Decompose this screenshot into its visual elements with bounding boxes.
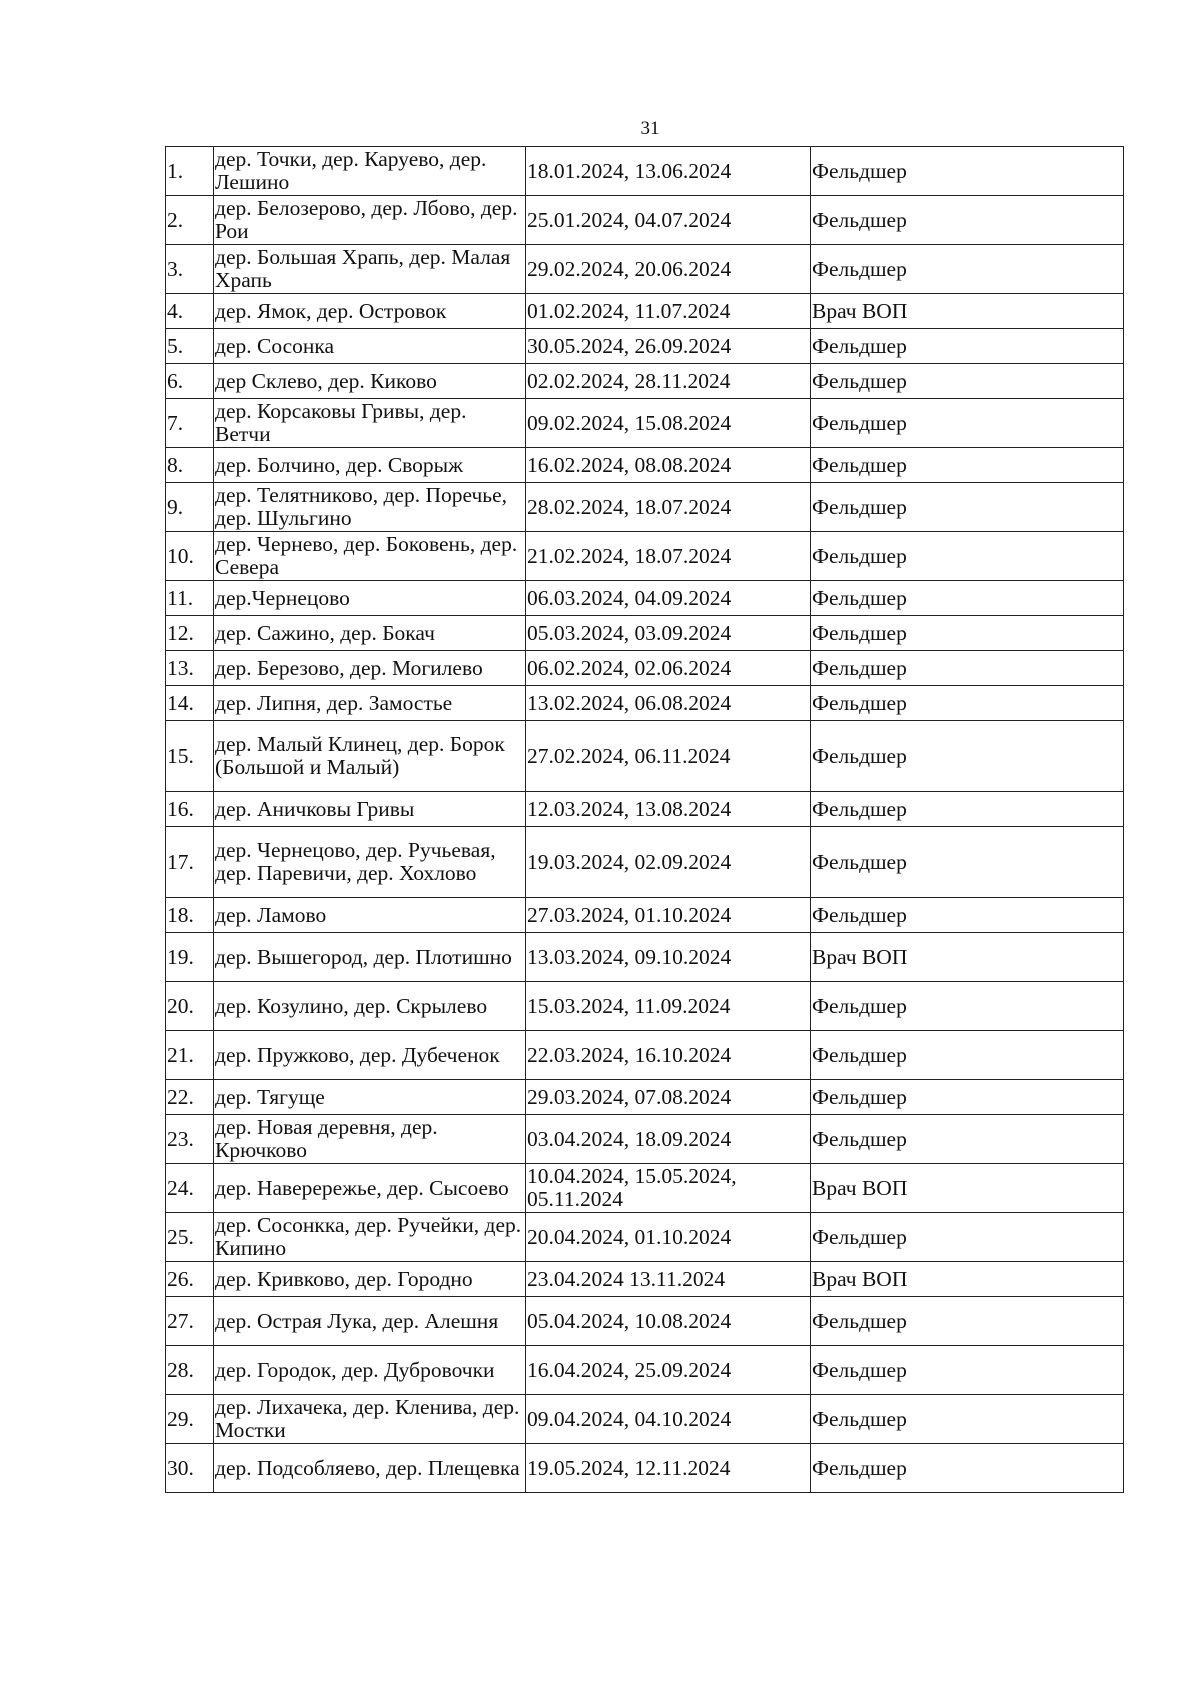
specialist-cell: Фельдшер [811,1297,1124,1346]
table-row [166,792,1124,827]
table-row [166,933,1124,982]
specialist-cell: Фельдшер [811,483,1124,532]
table-row [166,898,1124,933]
specialist-cell: Фельдшер [811,147,1124,196]
table-row [166,721,1124,792]
table-row [166,1297,1124,1346]
settlements-cell: дер.Чернецово [214,581,526,616]
row-number-cell: 25. [166,1213,214,1262]
settlements-cell: дер. Новая деревня, дер. Крючково [214,1115,526,1164]
visit-dates-cell: 05.04.2024, 10.08.2024 [526,1297,811,1346]
visit-dates-cell: 15.03.2024, 11.09.2024 [526,982,811,1031]
row-number-cell: 27. [166,1297,214,1346]
row-number-cell: 16. [166,792,214,827]
table-row [166,1444,1124,1493]
table-row [166,294,1124,329]
settlements-cell: дер. Аничковы Гривы [214,792,526,827]
specialist-cell: Фельдшер [811,982,1124,1031]
settlements-cell: дер. Липня, дер. Замостье [214,686,526,721]
row-number-cell: 18. [166,898,214,933]
table-row [166,532,1124,581]
settlements-cell: дер. Сосонкка, дер. Ручейки, дер. Кипино [214,1213,526,1262]
row-number-cell: 20. [166,982,214,1031]
table-row [166,1395,1124,1444]
specialist-cell: Фельдшер [811,448,1124,483]
specialist-cell: Фельдшер [811,616,1124,651]
settlements-cell: дер. Козулино, дер. Скрылево [214,982,526,1031]
visit-dates-cell: 22.03.2024, 16.10.2024 [526,1031,811,1080]
table-row [166,1080,1124,1115]
settlements-cell: дер. Чернецово, дер. Ручьевая, дер. Паревичи, дер. Хохлово [214,827,526,898]
visit-dates-cell: 12.03.2024, 13.08.2024 [526,792,811,827]
specialist-cell: Фельдшер [811,245,1124,294]
row-number-cell: 1. [166,147,214,196]
specialist-cell: Фельдшер [811,721,1124,792]
row-number-cell: 30. [166,1444,214,1493]
visit-dates-cell: 02.02.2024, 28.11.2024 [526,364,811,399]
row-number-cell: 8. [166,448,214,483]
row-number-cell: 11. [166,581,214,616]
schedule-table-body [166,147,1124,1493]
table-row [166,329,1124,364]
visit-dates-cell: 19.03.2024, 02.09.2024 [526,827,811,898]
row-number-cell: 24. [166,1164,214,1213]
settlements-cell: дер. Ямок, дер. Островок [214,294,526,329]
specialist-cell: Фельдшер [811,1213,1124,1262]
table-row [166,245,1124,294]
table-row [166,364,1124,399]
table-row [166,1164,1124,1213]
settlements-cell: дер. Корсаковы Гривы, дер. Ветчи [214,399,526,448]
settlements-cell: дер. Телятниково, дер. Поречье, дер. Шульгино [214,483,526,532]
row-number-cell: 9. [166,483,214,532]
visit-dates-cell: 21.02.2024, 18.07.2024 [526,532,811,581]
row-number-cell: 13. [166,651,214,686]
visit-schedule-table [165,146,1124,1493]
visit-dates-cell: 06.02.2024, 02.06.2024 [526,651,811,686]
settlements-cell: дер. Чернево, дер. Боковень, дер. Севера [214,532,526,581]
settlements-cell: дер. Лихачека, дер. Кленива, дер. Мостки [214,1395,526,1444]
row-number-cell: 17. [166,827,214,898]
visit-dates-cell: 19.05.2024, 12.11.2024 [526,1444,811,1493]
settlements-cell: дер. Тягуще [214,1080,526,1115]
specialist-cell: Фельдшер [811,399,1124,448]
table-row [166,1213,1124,1262]
specialist-cell: Фельдшер [811,581,1124,616]
settlements-cell: дер. Подсобляево, дер. Плещевка [214,1444,526,1493]
visit-dates-cell: 20.04.2024, 01.10.2024 [526,1213,811,1262]
specialist-cell: Фельдшер [811,898,1124,933]
settlements-cell: дер. Большая Храпь, дер. Малая Храпь [214,245,526,294]
settlements-cell: дер. Белозерово, дер. Лбово, дер. Рои [214,196,526,245]
row-number-cell: 6. [166,364,214,399]
visit-dates-cell: 06.03.2024, 04.09.2024 [526,581,811,616]
specialist-cell: Фельдшер [811,686,1124,721]
visit-dates-cell: 23.04.2024 13.11.2024 [526,1262,811,1297]
table-row [166,147,1124,196]
settlements-cell: дер. Городок, дер. Дубровочки [214,1346,526,1395]
specialist-cell: Врач ВОП [811,294,1124,329]
visit-dates-cell: 09.02.2024, 15.08.2024 [526,399,811,448]
row-number-cell: 23. [166,1115,214,1164]
page-number: 31 [640,118,660,139]
table-row [166,651,1124,686]
table-row [166,1262,1124,1297]
settlements-cell: дер. Вышегород, дер. Плотишно [214,933,526,982]
visit-dates-cell: 25.01.2024, 04.07.2024 [526,196,811,245]
table-row [166,1031,1124,1080]
row-number-cell: 7. [166,399,214,448]
row-number-cell: 22. [166,1080,214,1115]
visit-dates-cell: 10.04.2024, 15.05.2024, 05.11.2024 [526,1164,811,1213]
specialist-cell: Врач ВОП [811,1262,1124,1297]
table-row [166,1346,1124,1395]
visit-dates-cell: 05.03.2024, 03.09.2024 [526,616,811,651]
settlements-cell: дер. Ламово [214,898,526,933]
specialist-cell: Фельдшер [811,364,1124,399]
specialist-cell: Фельдшер [811,1346,1124,1395]
row-number-cell: 4. [166,294,214,329]
row-number-cell: 19. [166,933,214,982]
table-row [166,827,1124,898]
settlements-cell: дер. Наверережье, дер. Сысоево [214,1164,526,1213]
table-row [166,616,1124,651]
specialist-cell: Фельдшер [811,329,1124,364]
row-number-cell: 21. [166,1031,214,1080]
settlements-cell: дер. Малый Клинец, дер. Борок (Большой и Малый) [214,721,526,792]
table-row [166,1115,1124,1164]
specialist-cell: Фельдшер [811,532,1124,581]
row-number-cell: 29. [166,1395,214,1444]
row-number-cell: 10. [166,532,214,581]
settlements-cell: дер. Болчино, дер. Сворыж [214,448,526,483]
specialist-cell: Фельдшер [811,1395,1124,1444]
settlements-cell: дер. Острая Лука, дер. Алешня [214,1297,526,1346]
row-number-cell: 28. [166,1346,214,1395]
visit-dates-cell: 13.02.2024, 06.08.2024 [526,686,811,721]
settlements-cell: дер. Березово, дер. Могилево [214,651,526,686]
specialist-cell: Врач ВОП [811,1164,1124,1213]
visit-dates-cell: 27.02.2024, 06.11.2024 [526,721,811,792]
visit-dates-cell: 13.03.2024, 09.10.2024 [526,933,811,982]
table-row [166,686,1124,721]
visit-dates-cell: 09.04.2024, 04.10.2024 [526,1395,811,1444]
visit-dates-cell: 28.02.2024, 18.07.2024 [526,483,811,532]
row-number-cell: 12. [166,616,214,651]
row-number-cell: 15. [166,721,214,792]
specialist-cell: Фельдшер [811,1080,1124,1115]
table-row [166,448,1124,483]
table-row [166,581,1124,616]
specialist-cell: Фельдшер [811,1444,1124,1493]
settlements-cell: дер. Пружково, дер. Дубеченок [214,1031,526,1080]
row-number-cell: 14. [166,686,214,721]
row-number-cell: 5. [166,329,214,364]
visit-dates-cell: 27.03.2024, 01.10.2024 [526,898,811,933]
specialist-cell: Фельдшер [811,651,1124,686]
specialist-cell: Фельдшер [811,792,1124,827]
settlements-cell: дер Склево, дер. Киково [214,364,526,399]
table-row [166,196,1124,245]
visit-dates-cell: 29.03.2024, 07.08.2024 [526,1080,811,1115]
table-row [166,982,1124,1031]
visit-dates-cell: 16.04.2024, 25.09.2024 [526,1346,811,1395]
table-row [166,483,1124,532]
settlements-cell: дер. Сажино, дер. Бокач [214,616,526,651]
settlements-cell: дер. Точки, дер. Каруево, дер. Лешино [214,147,526,196]
specialist-cell: Фельдшер [811,196,1124,245]
row-number-cell: 26. [166,1262,214,1297]
row-number-cell: 2. [166,196,214,245]
specialist-cell: Фельдшер [811,1115,1124,1164]
row-number-cell: 3. [166,245,214,294]
visit-dates-cell: 01.02.2024, 11.07.2024 [526,294,811,329]
visit-dates-cell: 29.02.2024, 20.06.2024 [526,245,811,294]
specialist-cell: Фельдшер [811,1031,1124,1080]
settlements-cell: дер. Кривково, дер. Городно [214,1262,526,1297]
visit-dates-cell: 18.01.2024, 13.06.2024 [526,147,811,196]
visit-dates-cell: 03.04.2024, 18.09.2024 [526,1115,811,1164]
visit-dates-cell: 30.05.2024, 26.09.2024 [526,329,811,364]
table-row [166,399,1124,448]
visit-dates-cell: 16.02.2024, 08.08.2024 [526,448,811,483]
specialist-cell: Фельдшер [811,827,1124,898]
specialist-cell: Врач ВОП [811,933,1124,982]
settlements-cell: дер. Сосонка [214,329,526,364]
